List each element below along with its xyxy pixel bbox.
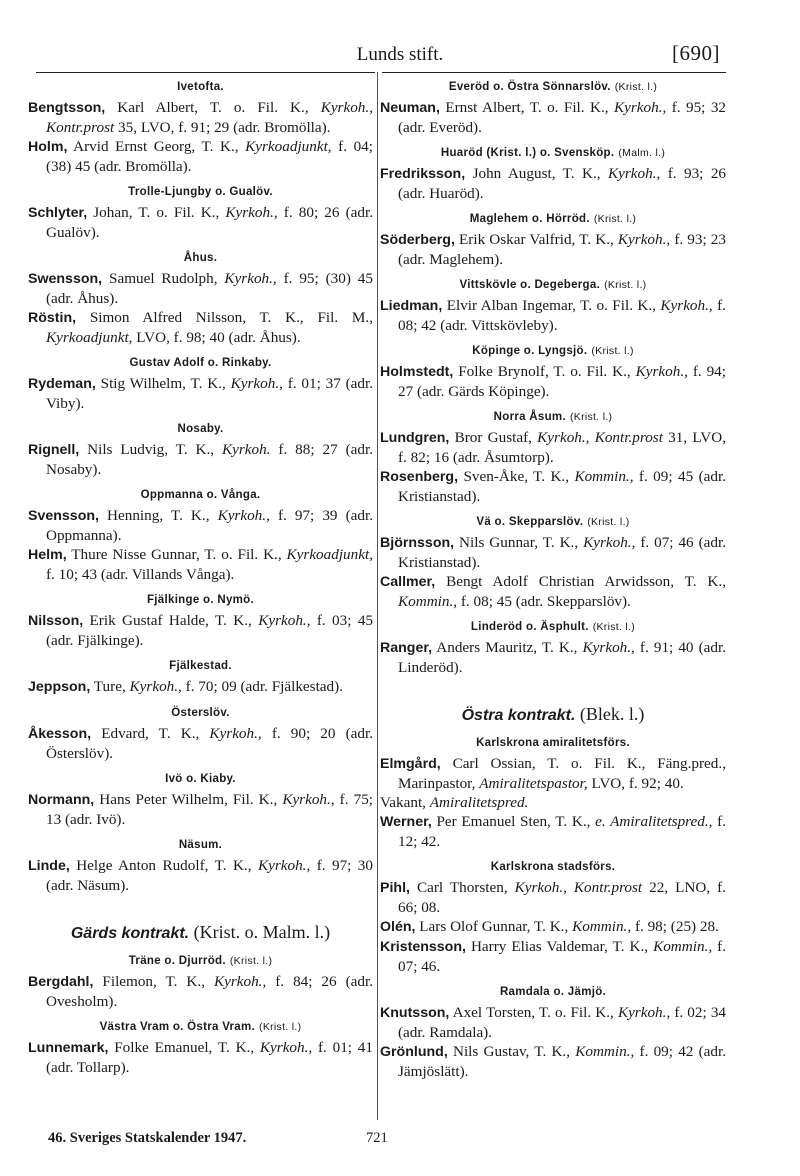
parish-heading — [380, 515, 726, 530]
entry-surname: Bengtsson, — [28, 100, 106, 116]
entry-title: Kyrkoh. — [222, 441, 271, 458]
entry-title: Kyrkoh., — [617, 231, 671, 248]
clergy-entry — [380, 1003, 726, 1042]
clergy-entry — [28, 137, 373, 176]
parish-heading — [380, 344, 726, 359]
parish-heading — [380, 736, 726, 751]
entry-title: Kyrkoh., — [582, 639, 635, 656]
entry-surname: Fredriksson, — [380, 166, 466, 182]
clergy-entry — [380, 878, 726, 917]
entry-dates: f. 01; 37 (adr. Viby). — [46, 375, 373, 412]
parish-name: Västra Vram o. Östra Vram. — [99, 1021, 256, 1033]
entry-dates: f. 93; 26 (adr. Huaröd). — [398, 165, 727, 202]
entry-title: e. Amiralitetspred., — [595, 813, 713, 830]
kontrakt-note: (Blek. l.) — [575, 704, 645, 724]
entry-surname: Åkesson, — [28, 726, 92, 742]
entry-title: Kommin., — [574, 468, 634, 485]
entry-surname: Rosenberg, — [380, 469, 459, 485]
header-rule-right — [382, 72, 726, 73]
entry-title: Kyrkoadjunkt, — [286, 546, 373, 563]
entry-title: Kyrkoadjunkt, — [46, 329, 133, 346]
entry-title: Kyrkoadjunkt, — [245, 138, 332, 155]
page-number: [690] — [672, 41, 720, 65]
parish-name: Nosaby. — [177, 423, 224, 435]
entry-details: Hans Peter Wilhelm, Fil. K., — [94, 791, 283, 808]
left-column — [28, 78, 373, 1077]
parish-heading — [28, 488, 373, 503]
entry-details: Sven-Åke, T. K., — [458, 468, 575, 485]
entry-details: Harry Elias Valdemar, T. K., — [465, 938, 654, 955]
entry-title: Kyrkoh., — [608, 165, 661, 182]
entry-details: Folke Brynolf, T. o. Fil. K., — [453, 363, 636, 380]
clergy-entry — [380, 230, 726, 269]
entry-surname: Rydeman, — [28, 376, 96, 392]
entry-dates: f. 09; 45 (adr. Kristianstad). — [398, 468, 726, 505]
clergy-entry — [28, 506, 373, 545]
entry-details: Johan, T. o. Fil. K., — [87, 204, 226, 221]
entry-title: Kommin., — [575, 1043, 635, 1060]
footer-text: 46. Sveriges Statskalender 1947. — [48, 1130, 247, 1146]
entry-dates: f. 10; 43 (adr. Villands Vånga). — [46, 566, 235, 583]
entry-details: Henning, T. K., — [98, 507, 218, 524]
entry-details: Per Emanuel Sten, T. K., — [431, 813, 596, 830]
entry-title: Kyrkoh., — [660, 297, 713, 314]
parish-heading — [380, 620, 726, 635]
parish-note: (Krist. l.) — [587, 516, 630, 528]
clergy-entry — [28, 269, 373, 308]
entry-dates: f. 75; 13 (adr. Ivö). — [46, 791, 374, 828]
entry-details: Samuel Rudolph, — [102, 270, 225, 287]
entry-surname: Pihl, — [380, 880, 410, 896]
entry-dates: f. 04; (38) 45 (adr. Bromölla). — [46, 138, 373, 175]
entry-details: Elvir Alban Ingemar, T. o. Fil. K., — [442, 297, 661, 314]
parish-name: Ivö o. Kiaby. — [165, 773, 236, 785]
entry-title: Kyrkoh., — [259, 1039, 313, 1056]
entry-dates: f. 08; 45 (adr. Skepparslöv). — [457, 593, 631, 610]
clergy-entry — [28, 856, 373, 895]
entry-surname: Callmer, — [380, 574, 436, 590]
entry-dates: f. 09; 42 (adr. Jämjöslätt). — [398, 1043, 726, 1080]
parish-heading — [380, 410, 726, 425]
entry-details: John August, T. K., — [465, 165, 608, 182]
clergy-entry — [28, 677, 373, 697]
entry-details: Carl Ossian, T. o. Fil. K., Fäng.pred., Marinpastor, — [398, 755, 726, 792]
parish-name: Gustav Adolf o. Rinkaby. — [129, 357, 272, 369]
parish-heading — [28, 251, 373, 266]
parish-name: Näsum. — [178, 839, 223, 851]
entry-dates: f. 93; 23 (adr. Maglehem). — [398, 231, 726, 268]
entry-details: Stig Wilhelm, T. K., — [95, 375, 231, 392]
parish-heading — [380, 278, 726, 293]
clergy-entry — [28, 1038, 373, 1077]
entry-details: Edvard, T. K., — [91, 725, 210, 742]
parish-heading — [380, 985, 726, 1000]
entry-title: Kyrkoh., — [282, 791, 335, 808]
entry-details: Simon Alfred Nilsson, T. K., Fil. M., — [76, 309, 373, 326]
entry-surname: Normann, — [28, 792, 95, 808]
entry-surname: Lundgren, — [380, 430, 450, 446]
clergy-entry — [380, 754, 726, 793]
clergy-entry — [28, 972, 373, 1011]
entry-details: Ture, — [90, 678, 130, 695]
entry-dates: f. 07; 46. — [398, 938, 726, 975]
clergy-entry — [28, 611, 373, 650]
parish-name: Österslöv. — [171, 707, 230, 719]
parish-heading — [380, 212, 726, 227]
entry-title: Kyrkoh., — [257, 857, 311, 874]
parish-note: (Krist. l.) — [591, 345, 634, 357]
entry-details: Karl Albert, T. o. Fil. K., — [105, 99, 321, 116]
parish-name: Ramdala o. Jämjö. — [499, 986, 607, 998]
header-rule-left — [36, 72, 375, 73]
parish-name: Karlskrona amiralitetsförs. — [476, 737, 630, 749]
entry-title: Kyrkoh., — [635, 363, 688, 380]
parish-name: Norra Åsum. — [493, 411, 566, 423]
parish-name: Åhus. — [183, 252, 218, 264]
clergy-entry — [28, 790, 373, 829]
kontrakt-note: (Krist. o. Malm. l.) — [189, 922, 331, 942]
parish-note: (Krist. l.) — [593, 213, 637, 225]
parish-heading — [28, 593, 373, 608]
entry-title: Kyrkoh., — [225, 204, 278, 221]
parish-name: Trolle-Ljungby o. Gualöv. — [128, 186, 273, 198]
parish-note: (Krist. l.) — [569, 411, 613, 423]
entry-surname: Jeppson, — [28, 679, 91, 695]
parish-name: Linderöd o. Äsphult. — [470, 621, 589, 633]
parish-name: Fjälkinge o. Nymö. — [146, 594, 254, 606]
parish-heading — [380, 80, 726, 95]
entry-title: Kyrkoh., — [129, 678, 182, 695]
entry-title: Kyrkoh., Kontr.prost — [514, 879, 643, 896]
entry-dates: f. 91; 40 (adr. Linderöd). — [398, 639, 727, 676]
entry-surname: Svensson, — [28, 508, 99, 524]
entry-surname: Olén, — [380, 919, 416, 935]
entry-dates: f. 03; 45 (adr. Fjälkinge). — [46, 612, 374, 649]
entry-details: Folke Emanuel, T. K., — [108, 1039, 260, 1056]
clergy-entry — [28, 545, 373, 584]
clergy-entry — [380, 98, 726, 137]
footer-page-number: 721 — [366, 1130, 388, 1146]
parish-heading — [28, 838, 373, 853]
parish-heading — [28, 954, 373, 969]
right-column — [380, 78, 726, 1081]
parish-note: (Krist. l.) — [229, 955, 273, 967]
entry-surname: Elmgård, — [380, 756, 441, 772]
clergy-entry — [28, 374, 373, 413]
parish-name: Träne o. Djurröd. — [128, 955, 226, 967]
clergy-entry — [380, 428, 726, 467]
clergy-entry — [380, 533, 726, 572]
parish-note: (Krist. l.) — [604, 279, 647, 291]
entry-title: Kommin., — [398, 593, 458, 610]
column-divider — [377, 72, 378, 1120]
entry-title: Kyrkoh., — [217, 507, 270, 524]
clergy-entry — [380, 467, 726, 506]
entry-dates: f. 95; 32 (adr. Everöd). — [398, 99, 727, 136]
entry-surname: Lunnemark, — [28, 1040, 109, 1056]
entry-dates: f. 07; 46 (adr. Kristianstad). — [398, 534, 726, 571]
clergy-entry — [380, 917, 726, 937]
entry-surname: Linde, — [28, 858, 70, 874]
entry-surname: Nilsson, — [28, 613, 84, 629]
entry-dates: 22, LNO, f. 66; 08. — [398, 879, 726, 916]
clergy-entry — [28, 203, 373, 242]
kontrakt-name: Östra kontrakt. — [461, 707, 576, 724]
entry-dates: f. 01; 41 (adr. Tollarp). — [46, 1039, 373, 1076]
page-title: Lunds stift. — [356, 44, 444, 65]
entry-dates: f. 80; 26 (adr. Gualöv). — [46, 204, 373, 241]
entry-title: Amiralitetspastor, — [479, 775, 588, 792]
entry-details: Erik Gustaf Halde, T. K., — [83, 612, 259, 629]
entry-details: Arvid Ernst Georg, T. K., — [67, 138, 246, 155]
kontrakt-heading — [28, 921, 373, 945]
clergy-entry — [28, 440, 373, 479]
entry-dates: f. 97; 39 (adr. Oppmanna). — [46, 507, 373, 544]
entry-details: Nils Gunnar, T. K., — [454, 534, 584, 551]
parish-heading — [28, 356, 373, 371]
entry-details: Nils Ludvig, T. K., — [79, 441, 222, 458]
entry-dates: f. 94; 27 (adr. Gärds Köpinge). — [398, 363, 726, 400]
entry-surname: Holm, — [28, 139, 68, 155]
entry-title: Kyrkoh., Kontr.prost — [537, 429, 663, 446]
entry-title: Kyrkoh., — [224, 270, 277, 287]
entry-title: Kyrkoh., — [613, 99, 667, 116]
entry-title: Kyrkoh., Kontr.prost — [46, 99, 373, 136]
entry-details: Anders Mauritz, T. K., — [432, 639, 583, 656]
entry-surname: Söderberg, — [380, 232, 455, 248]
entry-dates: f. 88; 27 (adr. Nosaby). — [46, 441, 373, 478]
entry-dates: f. 08; 42 (adr. Vittskövleby). — [398, 297, 726, 334]
parish-heading — [28, 422, 373, 437]
parish-heading — [380, 860, 726, 875]
entry-surname: Rignell, — [28, 442, 80, 458]
entry-details: Helge Anton Rudolf, T. K., — [69, 857, 258, 874]
entry-dates: f. 84; 26 (adr. Ovesholm). — [46, 973, 373, 1010]
entry-surname: Kristensson, — [380, 939, 466, 955]
entry-title: Kyrkoh., — [617, 1004, 671, 1021]
entry-surname: Holmstedt, — [380, 364, 454, 380]
parish-name: Vä o. Skepparslöv. — [476, 516, 584, 528]
parish-heading — [28, 772, 373, 787]
entry-dates: f. 02; 34 (adr. Ramdala). — [398, 1004, 727, 1041]
parish-name: Karlskrona stadsförs. — [490, 861, 616, 873]
entry-surname: Werner, — [380, 814, 432, 830]
clergy-entry — [380, 362, 726, 401]
clergy-entry — [380, 164, 726, 203]
parish-name: Huaröd (Krist. l.) o. Svensköp. — [440, 147, 615, 159]
parish-note: (Krist. l.) — [614, 81, 658, 93]
parish-name: Oppmanna o. Vånga. — [140, 489, 261, 501]
parish-name: Maglehem o. Hörröd. — [469, 213, 590, 225]
entry-title: Kyrkoh., — [230, 375, 283, 392]
entry-title: Kyrkoh., — [258, 612, 311, 629]
clergy-entry — [380, 638, 726, 677]
parish-heading — [28, 1020, 373, 1035]
parish-note: (Krist. l.) — [592, 621, 636, 633]
entry-surname: Neuman, — [380, 100, 440, 116]
entry-dates: f. 98; (25) 28. — [631, 918, 719, 935]
entry-surname: Bergdahl, — [28, 974, 94, 990]
parish-name: Fjälkestad. — [169, 660, 232, 672]
kontrakt-heading — [380, 703, 726, 727]
kontrakt-name: Gärds kontrakt. — [70, 925, 190, 942]
parish-name: Köpinge o. Lyngsjö. — [472, 345, 588, 357]
entry-title: Kyrkoh., — [209, 725, 262, 742]
entry-title: Kommin., — [653, 938, 713, 955]
parish-heading — [28, 80, 373, 95]
entry-details: Nils Gustav, T. K., — [447, 1043, 576, 1060]
entry-title: Kommin., — [572, 918, 632, 935]
page-header — [0, 41, 800, 70]
entry-surname: Röstin, — [28, 310, 77, 326]
clergy-entry — [380, 937, 726, 976]
entry-details: Axel Torsten, T. o. Fil. K., — [449, 1004, 618, 1021]
page-footer — [48, 1130, 408, 1147]
entry-dates: LVO, f. 92; 40. — [587, 775, 684, 792]
entry-details: Vakant, — [380, 794, 430, 811]
parish-heading — [380, 146, 726, 161]
entry-surname: Björnsson, — [380, 535, 455, 551]
parish-name: Everöd o. Östra Sönnarslöv. — [448, 81, 611, 93]
parish-heading — [28, 659, 373, 674]
clergy-entry — [380, 572, 726, 611]
entry-surname: Liedman, — [380, 298, 443, 314]
entry-details: Carl Thorsten, — [409, 879, 515, 896]
parish-name: Vittskövle o. Degeberga. — [459, 279, 601, 291]
entry-surname: Ranger, — [380, 640, 433, 656]
entry-details: Bengt Adolf Christian Arwidsson, T. K., — [435, 573, 726, 590]
entry-surname: Knutsson, — [380, 1005, 450, 1021]
entry-details: Erik Oskar Valfrid, T. K., — [454, 231, 618, 248]
entry-details: Ernst Albert, T. o. Fil. K., — [439, 99, 614, 116]
parish-heading — [28, 706, 373, 721]
entry-dates: 35, LVO, f. 91; 29 (adr. Bromölla). — [114, 119, 331, 136]
entry-dates: f. 12; 42. — [398, 813, 726, 850]
entry-title: Kyrkoh., — [583, 534, 636, 551]
entry-details: Lars Olof Gunnar, T. K., — [415, 918, 573, 935]
entry-dates: f. 70; 09 (adr. Fjälkestad). — [181, 678, 343, 695]
parish-note: (Krist. l.) — [259, 1021, 302, 1033]
parish-note: (Malm. l.) — [618, 147, 666, 159]
entry-dates: f. 90; 20 (adr. Österslöv). — [46, 725, 373, 762]
clergy-entry — [380, 296, 726, 335]
entry-surname: Helm, — [28, 547, 67, 563]
clergy-entry — [380, 812, 726, 851]
clergy-entry — [380, 1042, 726, 1081]
entry-details: Filemon, T. K., — [93, 973, 214, 990]
entry-dates: LVO, f. 98; 40 (adr. Åhus). — [132, 329, 301, 346]
entry-surname: Grönlund, — [380, 1044, 448, 1060]
clergy-entry — [28, 98, 373, 137]
parish-heading — [28, 185, 373, 200]
entry-title: Kyrkoh., — [213, 973, 267, 990]
entry-dates: 31, LVO, f. 82; 16 (adr. Åsumtorp). — [398, 429, 726, 466]
clergy-entry — [28, 724, 373, 763]
entry-title: Amiralitetspred. — [429, 794, 529, 811]
entry-details: Thure Nisse Gunnar, T. o. Fil. K., — [66, 546, 287, 563]
entry-dates: f. 97; 30 (adr. Näsum). — [46, 857, 373, 894]
entry-surname: Schlyter, — [28, 205, 88, 221]
entry-dates: f. 95; (30) 45 (adr. Åhus). — [46, 270, 373, 307]
clergy-entry — [28, 308, 373, 347]
clergy-entry — [380, 793, 726, 812]
parish-name: Ivetofta. — [177, 81, 224, 93]
entry-surname: Swensson, — [28, 271, 103, 287]
entry-details: Bror Gustaf, — [449, 429, 538, 446]
